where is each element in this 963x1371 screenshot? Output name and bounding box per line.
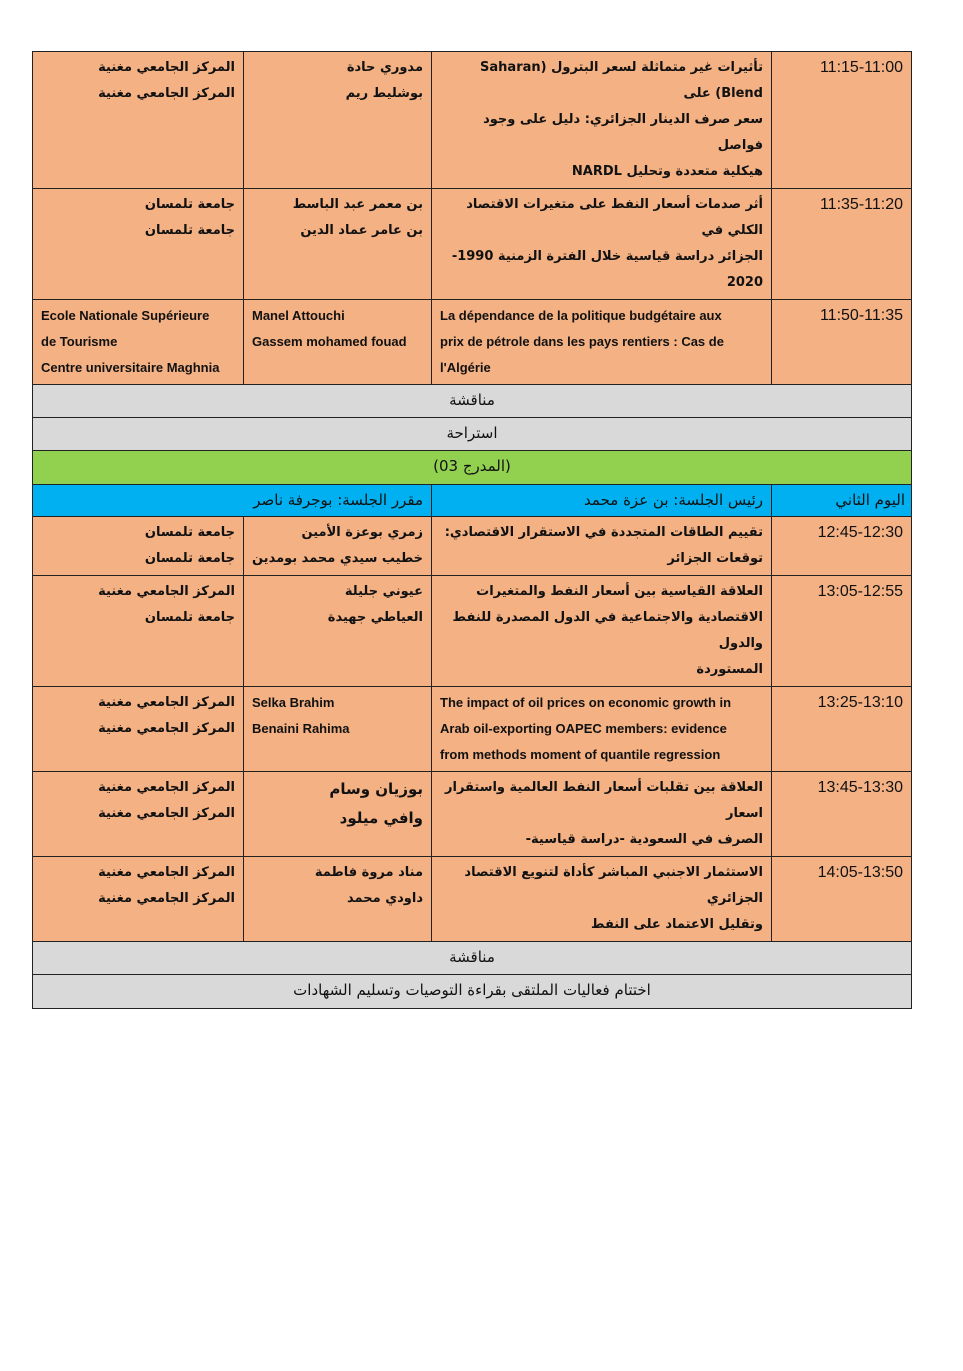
affiliation: de Tourisme (41, 334, 118, 349)
discussion-label: مناقشة (449, 391, 495, 409)
authors-cell (244, 517, 432, 575)
affiliation: المركز الجامعي مغنية (98, 584, 235, 599)
author: Benaini Rahima (252, 721, 350, 736)
title-line: هيكلية متعددة وتحليل NARDL (571, 164, 763, 179)
time-slot: 11:35-11:20 (819, 196, 903, 213)
title-cell (432, 857, 772, 941)
author: وافي ميلود (339, 809, 423, 827)
title-line: المستوردة (696, 662, 763, 677)
table-row (33, 517, 911, 576)
affiliation: المركز الجامعي مغنية (98, 721, 235, 736)
title-cell (432, 576, 772, 686)
title-line: العلاقة القياسية بين أسعار النفط والمتغيرات (476, 584, 763, 599)
session-day: اليوم الثاني (835, 491, 905, 509)
author: بوزيان وسام (329, 780, 423, 798)
title-line: العلاقة بين تقلبات أسعار النفط العالمية واستقرار اسعار (445, 780, 763, 821)
discussion-row (33, 385, 911, 418)
title-line: أثر صدمات أسعار النفط على متغيرات الاقتصاد الكلي في (466, 197, 763, 238)
author: مناد مروة فاطمة (314, 865, 423, 880)
time-cell (772, 576, 913, 686)
session-chair: رئيس الجلسة: بن عزة محمد (432, 485, 772, 516)
title-line: تأثيرات غير متماثلة لسعر البترول (Saharan Blend) على (480, 60, 763, 101)
author: بن عامر عماد الدين (300, 223, 423, 238)
break-row (33, 418, 911, 451)
title-line: Arab oil-exporting OAPEC members: evidence (440, 721, 727, 736)
affiliation: جامعة تلمسان (144, 551, 235, 566)
author: العياطي جهيدة (327, 610, 423, 625)
table-row (33, 189, 911, 300)
affiliation-cell (33, 687, 244, 771)
table-row (33, 576, 911, 687)
authors-cell (244, 857, 432, 941)
table-row (33, 687, 911, 772)
hall-row (33, 451, 911, 485)
title-line: توقعات الجزائر (667, 551, 763, 566)
affiliation-cell (33, 300, 244, 384)
table-row (33, 300, 911, 385)
affiliation: جامعة تلمسان (144, 525, 235, 540)
session-header-row (33, 485, 911, 517)
discussion-row (33, 942, 911, 975)
title-cell (432, 189, 772, 299)
authors-cell (244, 300, 432, 384)
affiliation: المركز الجامعي مغنية (98, 806, 235, 821)
affiliation-cell (33, 52, 244, 188)
time-slot: 13:45-13:30 (817, 779, 903, 796)
author: مدوري حادة (346, 60, 423, 75)
title-line: سعر صرف الدينار الجزائري: دليل على وجود فواصل (483, 112, 763, 153)
title-line: الاستثمار الاجنبي المباشر كأداة لتنويع الاقتصاد الجزائري (464, 865, 763, 906)
time-cell (772, 772, 913, 856)
author: Gassem mohamed fouad (252, 334, 407, 349)
time-slot: 13:25-13:10 (817, 694, 903, 711)
time-slot: 13:05-12:55 (817, 583, 903, 600)
author: زمري بوعزة الأمين (301, 525, 423, 540)
affiliation: جامعة تلمسان (144, 197, 235, 212)
author: Manel Attouchi (252, 308, 345, 323)
time-slot: 11:15-11:00 (819, 59, 903, 76)
title-cell (432, 300, 772, 384)
title-line: from methods moment of quantile regression (440, 747, 721, 762)
program-table (32, 51, 912, 1009)
table-row (33, 857, 911, 942)
affiliation: المركز الجامعي مغنية (98, 60, 235, 75)
hall-label: (المدرج 03) (433, 457, 511, 475)
author: خطيب سيدي محمد بومدين (251, 551, 423, 566)
author: Selka Brahim (252, 695, 335, 710)
affiliation-cell (33, 772, 244, 856)
time-cell (772, 300, 913, 384)
title-line: prix de pétrole dans les pays rentiers : Cas de (440, 334, 724, 349)
affiliation: جامعة تلمسان (144, 223, 235, 238)
authors-cell (244, 772, 432, 856)
time-slot: 14:05-13:50 (817, 864, 903, 881)
authors-cell (244, 189, 432, 299)
closing-label: اختتام فعاليات الملتقى بقراءة التوصيات وتسليم الشهادات (293, 981, 651, 999)
affiliation: المركز الجامعي مغنية (98, 865, 235, 880)
break-label: استراحة (446, 424, 498, 442)
time-cell (772, 52, 913, 188)
title-line: الجزائر دراسة قياسية خلال الفترة الزمنية 1990-2020 (451, 249, 763, 290)
authors-cell (244, 576, 432, 686)
discussion-label: مناقشة (449, 948, 495, 966)
time-cell (772, 687, 913, 771)
title-cell (432, 687, 772, 771)
time-cell (772, 517, 913, 575)
time-slot: 12:45-12:30 (817, 524, 903, 541)
time-cell (772, 189, 913, 299)
author: عيوني جليلة (344, 584, 423, 599)
title-line: الصرف في السعودية -دراسة قياسية- (525, 832, 763, 847)
title-line: وتقليل الاعتماد على النفط (591, 917, 763, 932)
affiliation-cell (33, 576, 244, 686)
affiliation: المركز الجامعي مغنية (98, 780, 235, 795)
author: بوشليط ريم (345, 86, 423, 101)
affiliation: Centre universitaire Maghnia (41, 360, 220, 375)
authors-cell (244, 687, 432, 771)
title-line: The impact of oil prices on economic growth in (440, 695, 732, 710)
affiliation: Ecole Nationale Supérieure (41, 308, 210, 323)
affiliation-cell (33, 517, 244, 575)
title-cell (432, 517, 772, 575)
title-line: La dépendance de la politique budgétaire aux (440, 308, 722, 323)
title-cell (432, 772, 772, 856)
affiliation-cell (33, 189, 244, 299)
time-cell (772, 857, 913, 941)
session-rapporteur: مقرر الجلسة: بوجرفة ناصر (33, 485, 432, 516)
affiliation: المركز الجامعي مغنية (98, 891, 235, 906)
affiliation: المركز الجامعي مغنية (98, 86, 235, 101)
affiliation: جامعة تلمسان (144, 610, 235, 625)
title-line: تقييم الطاقات المتجددة في الاستقرار الاقتصادي: (444, 525, 763, 540)
author: داودي محمد (347, 891, 423, 906)
time-slot: 11:50-11:35 (819, 307, 903, 324)
title-cell (432, 52, 772, 188)
title-line: الاقتصادية والاجتماعية في الدول المصدرة للنفط والدول (452, 610, 763, 651)
table-row (33, 772, 911, 857)
affiliation-cell (33, 857, 244, 941)
author: بن معمر عبد الباسط (292, 197, 423, 212)
closing-row (33, 975, 911, 1008)
affiliation: المركز الجامعي مغنية (98, 695, 235, 710)
authors-cell (244, 52, 432, 188)
title-line: l'Algérie (440, 360, 491, 375)
table-row (33, 52, 911, 189)
